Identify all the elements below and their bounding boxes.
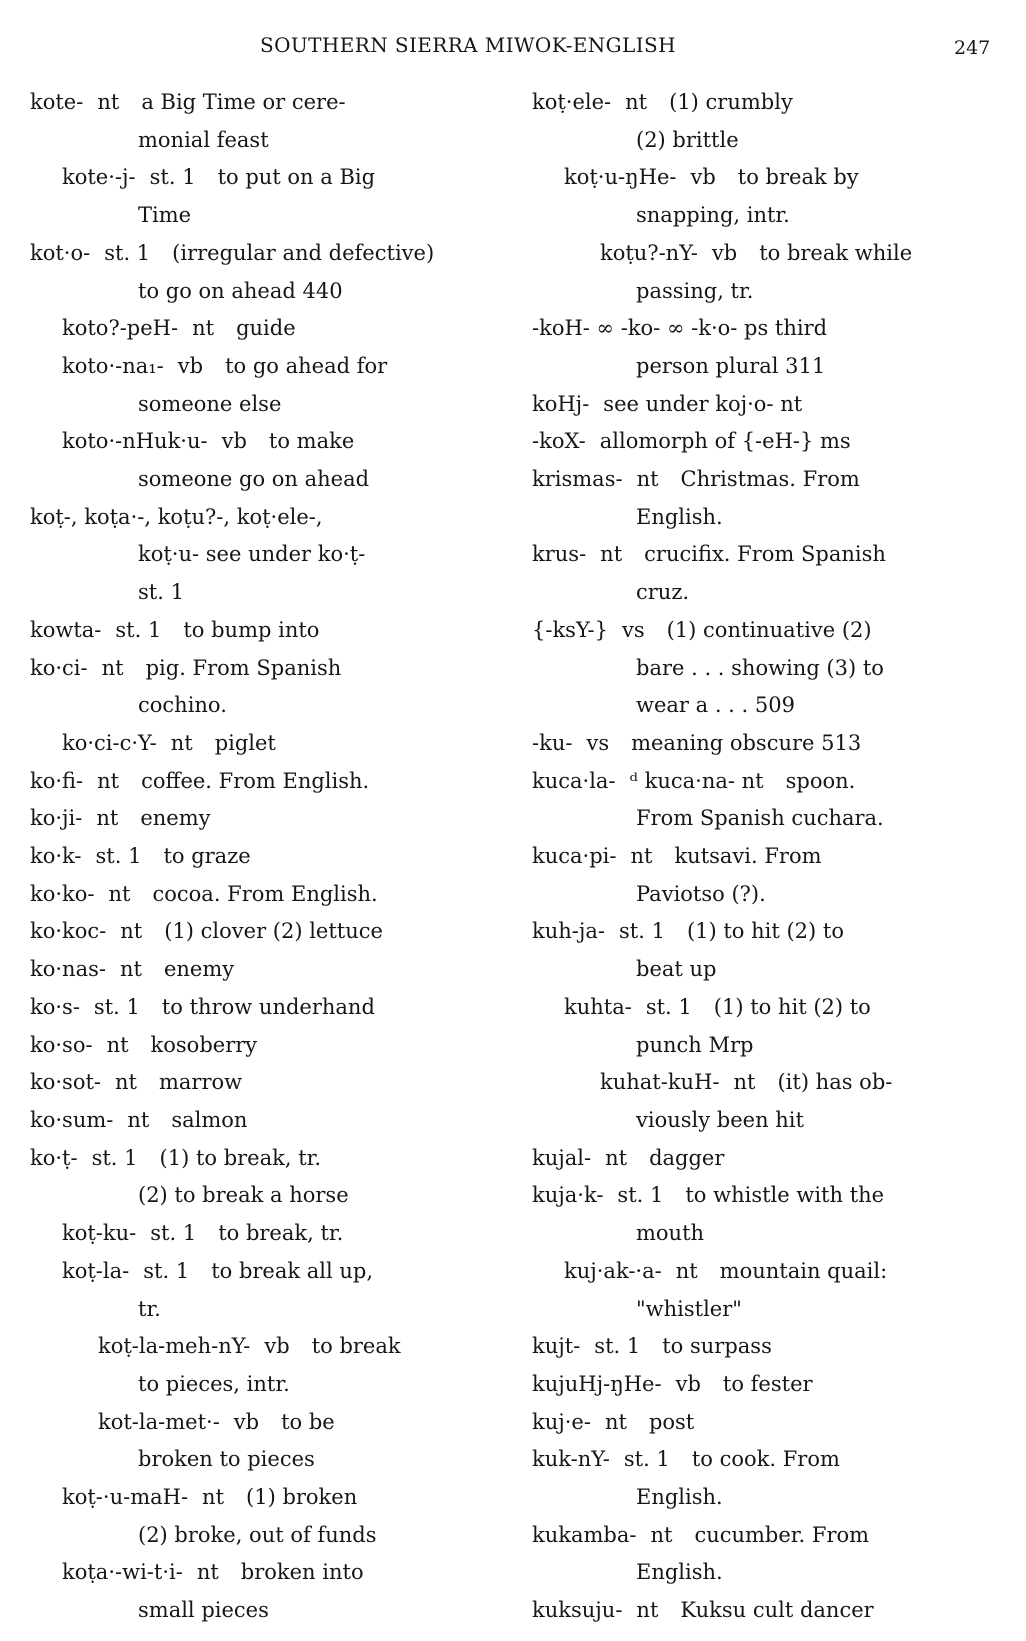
entry-part-of-speech: vb <box>233 1409 260 1434</box>
dictionary-entry <box>30 1479 510 1517</box>
entry-part-of-speech: st. 1 <box>645 994 692 1019</box>
dictionary-entry <box>532 838 1022 876</box>
entry-continuation: koṭ·u- see under ko·ṭ- <box>138 542 366 567</box>
entry-gloss: (1) to hit (2) to <box>713 994 871 1019</box>
entry-gloss: coffee. From English. <box>141 768 370 793</box>
entry-gloss: to surpass <box>662 1334 772 1359</box>
entry-headword: kuk-nY- <box>532 1447 610 1472</box>
entry-part-of-speech: st. 1 <box>594 1334 641 1359</box>
entry-part-of-speech: vb <box>221 429 247 454</box>
dictionary-entry <box>30 1027 510 1065</box>
entry-headword: {-ksY-} <box>532 617 608 642</box>
entry-headword: kot·o- <box>30 240 91 265</box>
dictionary-entry <box>532 84 1022 122</box>
entry-gloss: (it) has ob- <box>777 1070 893 1095</box>
entry-part-of-speech: st. 1 <box>623 1447 670 1472</box>
entry-part-of-speech: nt <box>636 1598 659 1623</box>
entry-part-of-speech: nt <box>127 1107 150 1132</box>
entry-continuation: English. <box>636 1485 723 1510</box>
entry-gloss: to graze <box>163 844 251 869</box>
dictionary-entry <box>30 913 510 951</box>
entry-continuation: English. <box>636 504 723 529</box>
entry-line: -koH- ∞ -ko- ∞ -k·o- ps third <box>532 316 828 341</box>
entry-headword: kukamba- <box>532 1522 637 1547</box>
entry-continuation: beat up <box>636 957 717 982</box>
dictionary-entry <box>532 725 1022 763</box>
entry-headword: kuja·k- <box>532 1183 604 1208</box>
entry-gloss: to break, tr. <box>218 1221 344 1246</box>
dictionary-entry <box>30 1215 510 1253</box>
dictionary-entry <box>532 536 1022 574</box>
entry-headword: kujal- <box>532 1145 592 1170</box>
entry-continuation: wear a . . . 509 <box>636 693 795 718</box>
entry-part-of-speech: vb <box>675 1371 701 1396</box>
dictionary-entry <box>30 1064 510 1102</box>
entry-part-of-speech: nt <box>600 542 623 567</box>
entry-headword: koto?-peH- <box>62 316 179 341</box>
entry-continuation: to go on ahead 440 <box>138 278 343 303</box>
entry-headword: koṭ-la- <box>62 1258 130 1283</box>
entry-part-of-speech: nt <box>106 1032 129 1057</box>
entry-gloss: crucifix. From Spanish <box>644 542 886 567</box>
entry-gloss: piglet <box>214 730 276 755</box>
entry-headword: ko·so- <box>30 1032 93 1057</box>
entry-continuation: passing, tr. <box>636 278 754 303</box>
entry-continuation: monial feast <box>138 127 269 152</box>
entry-headword: koto·-nHuk·u- <box>62 429 208 454</box>
entry-gloss: dagger <box>649 1145 725 1170</box>
entry-continuation: Time <box>138 203 192 228</box>
entry-gloss: to break all up, <box>211 1258 374 1283</box>
entry-part-of-speech: nt <box>170 730 193 755</box>
entry-continuation: cruz. <box>636 580 690 605</box>
entry-headword: kot-la-met·- <box>98 1409 220 1434</box>
entry-gloss: (irregular and defective) <box>172 240 435 265</box>
entry-part-of-speech: st. 1 <box>104 240 151 265</box>
entry-headword: ko·s- <box>30 994 80 1019</box>
entry-headword: kuca·la- <box>532 768 616 793</box>
entry-headword: ko·sum- <box>30 1107 114 1132</box>
entry-gloss: enemy <box>140 806 211 831</box>
entry-headword: ko·ṭ- <box>30 1145 78 1170</box>
entry-gloss: to bump into <box>183 617 320 642</box>
dictionary-entry <box>532 612 1022 650</box>
entry-continuation: st. 1 <box>138 580 184 605</box>
entry-part-of-speech: st. 1 <box>91 1145 138 1170</box>
dictionary-entry <box>30 951 510 989</box>
entry-gloss: kutsavi. From <box>674 844 822 869</box>
entry-part-of-speech: nt <box>636 467 659 492</box>
entry-gloss: to be <box>281 1409 335 1434</box>
dictionary-entry <box>532 235 1022 273</box>
dictionary-entry <box>30 763 510 801</box>
dictionary-entry <box>30 1140 510 1178</box>
entry-headword: koṭ-ku- <box>62 1221 137 1246</box>
dictionary-entry <box>532 1064 1022 1102</box>
entry-part-of-speech: nt <box>675 1258 698 1283</box>
entry-continuation: tr. <box>138 1296 161 1321</box>
entry-gloss: spoon. <box>785 768 856 793</box>
entry-part-of-speech: nt <box>97 768 120 793</box>
dictionary-entry <box>30 423 510 461</box>
entry-part-of-speech: nt <box>97 90 120 114</box>
entry-headword: ko·fi- <box>30 768 84 793</box>
entry-gloss: Christmas. From <box>680 467 860 492</box>
entry-headword: koṭu?-nY- <box>600 240 698 265</box>
dictionary-entry <box>30 800 510 838</box>
entry-gloss: to go ahead for <box>225 353 388 378</box>
entry-gloss: to break while <box>759 240 913 265</box>
entry-part-of-speech: vs <box>621 617 645 642</box>
entry-part-of-speech: nt <box>120 919 143 944</box>
dictionary-entry <box>532 1441 1022 1479</box>
dictionary-entry <box>532 386 1022 424</box>
entry-part-of-speech: st. 1 <box>115 617 162 642</box>
entry-headword: kujuHj-ŋHe- <box>532 1371 662 1396</box>
page-number: 247 <box>954 37 991 59</box>
dictionary-entry <box>30 876 510 914</box>
entry-gloss: (1) continuative (2) <box>666 617 872 642</box>
entry-part-of-speech: st. 1 <box>93 994 140 1019</box>
entry-line: koṭ-, koṭa·-, koṭu?-, koṭ·ele-, <box>30 504 323 529</box>
entry-headword: -koX- <box>532 429 586 454</box>
entry-headword: ko·ci-c·Y- <box>62 730 157 755</box>
entry-part-of-speech: vs <box>586 730 610 755</box>
entry-continuation: "whistler" <box>636 1296 742 1321</box>
dictionary-entry <box>30 989 510 1027</box>
entry-headword: krus- <box>532 542 587 567</box>
entry-gloss: (1) crumbly <box>669 90 793 114</box>
entry-part-of-speech: nt <box>196 1560 219 1585</box>
entry-part-of-speech: nt <box>630 844 653 869</box>
entry-gloss: marrow <box>158 1070 243 1095</box>
entry-continuation: Paviotso (?). <box>636 881 766 906</box>
entry-headword: ko·ci- <box>30 655 88 680</box>
entry-gloss: see under koj·o- nt <box>603 391 803 416</box>
dictionary-entry <box>532 423 1022 461</box>
entry-headword: koHj- <box>532 391 590 416</box>
entry-part-of-speech: nt <box>605 1145 628 1170</box>
dictionary-entry <box>532 913 1022 951</box>
entry-gloss: (1) clover (2) lettuce <box>164 919 383 944</box>
entry-gloss: a Big Time or cere- <box>141 90 346 114</box>
dictionary-entry <box>30 1253 510 1291</box>
entry-headword: kuksuju- <box>532 1598 623 1623</box>
entry-part-of-speech: nt <box>733 1070 756 1095</box>
entry-gloss: Kuksu cult dancer <box>680 1598 874 1623</box>
entry-headword: ko·ji- <box>30 806 83 831</box>
entry-continuation: broken to pieces <box>138 1447 315 1472</box>
entry-part-of-speech: vb <box>690 165 716 190</box>
entry-part-of-speech: st. 1 <box>150 1221 197 1246</box>
entry-part-of-speech: st. 1 <box>617 1183 664 1208</box>
entry-headword: koto·-na₁- <box>62 353 164 378</box>
entry-gloss: (1) to break, tr. <box>159 1145 322 1170</box>
entry-part-of-speech: st. 1 <box>143 1258 190 1283</box>
dictionary-entry <box>30 725 510 763</box>
entry-headword: ko·nas- <box>30 957 106 982</box>
running-head: SOUTHERN SIERRA MIWOK-ENGLISH <box>260 33 676 57</box>
right-column <box>532 84 1022 1630</box>
entry-headword: ko·koc- <box>30 919 107 944</box>
entry-headword: koṭ·u-ŋHe- <box>564 165 677 190</box>
entry-part-of-speech: st. 1 <box>619 919 665 944</box>
entry-part-of-speech: vb <box>177 353 204 378</box>
entry-headword: kujt- <box>532 1334 581 1359</box>
entry-continuation: small pieces <box>138 1598 269 1623</box>
dictionary-entry <box>532 1253 1022 1291</box>
dictionary-entry <box>30 348 510 386</box>
dictionary-entry <box>532 1592 1022 1630</box>
entry-gloss: to throw underhand <box>161 994 375 1019</box>
entry-headword: krismas- <box>532 467 623 492</box>
entry-gloss: enemy <box>163 957 235 982</box>
entry-headword: kuj·e- <box>532 1409 591 1434</box>
entry-continuation: English. <box>636 1560 723 1585</box>
dictionary-entry <box>30 612 510 650</box>
dictionary-entry <box>30 1554 510 1592</box>
dictionary-entry <box>30 1404 510 1442</box>
entry-gloss: guide <box>236 316 296 341</box>
entry-continuation: bare . . . showing (3) to <box>636 655 884 680</box>
entry-part-of-speech: nt <box>650 1522 673 1547</box>
entry-part-of-speech: nt <box>625 90 648 114</box>
entry-continuation: snapping, intr. <box>636 203 790 228</box>
dictionary-entry <box>30 310 510 348</box>
entry-gloss: broken into <box>240 1560 364 1585</box>
entry-continuation: mouth <box>636 1221 705 1246</box>
dictionary-entry <box>532 989 1022 1027</box>
entry-continuation: cochino. <box>138 693 227 718</box>
entry-gloss: to cook. From <box>691 1447 840 1472</box>
dictionary-entry <box>532 763 1022 801</box>
entry-part-of-speech: nt <box>202 1485 225 1510</box>
entry-headword: kuh-ja- <box>532 919 605 944</box>
entry-gloss: cocoa. From English. <box>152 881 378 906</box>
dictionary-entry <box>30 650 510 688</box>
dictionary-entry <box>532 1140 1022 1178</box>
entry-continuation: (2) brittle <box>636 127 739 152</box>
entry-headword: kuj·ak-·a- <box>564 1258 662 1283</box>
dictionary-entry <box>532 1366 1022 1404</box>
entry-continuation: someone else <box>138 391 282 416</box>
dictionary-entry <box>30 84 510 122</box>
dictionary-entry <box>30 1328 510 1366</box>
entry-headword: kuhat-kuH- <box>600 1070 720 1095</box>
entry-part-of-speech: nt <box>604 1409 627 1434</box>
entry-gloss: meaning obscure 513 <box>631 730 862 755</box>
entry-continuation: person plural 311 <box>636 353 826 378</box>
entry-headword: kuhta- <box>564 994 632 1019</box>
entry-continuation: From Spanish cuchara. <box>636 806 884 831</box>
entry-part-of-speech: nt <box>119 957 142 982</box>
entry-continuation: viously been hit <box>636 1107 804 1132</box>
entry-gloss: to make <box>268 429 355 454</box>
entry-headword: kuca·pi- <box>532 844 617 869</box>
entry-gloss: mountain quail: <box>719 1258 888 1283</box>
dictionary-entry <box>532 1177 1022 1215</box>
entry-continuation: punch Mrp <box>636 1032 754 1057</box>
entry-gloss: kosoberry <box>150 1032 258 1057</box>
entry-gloss: post <box>648 1409 695 1434</box>
entry-gloss: pig. From Spanish <box>145 655 342 680</box>
entry-gloss: cucumber. From <box>694 1522 870 1547</box>
entry-gloss: to whistle with the <box>685 1183 885 1208</box>
entry-headword: koṭ-·u-maH- <box>62 1485 189 1510</box>
entry-gloss: to break by <box>737 165 859 190</box>
entry-gloss: (1) to hit (2) to <box>686 919 844 944</box>
entry-gloss: salmon <box>171 1107 248 1132</box>
entry-continuation: (2) broke, out of funds <box>138 1522 377 1547</box>
entry-continuation: someone go on ahead <box>138 467 370 492</box>
entry-gloss: to break <box>311 1334 401 1359</box>
entry-continuation: to pieces, intr. <box>138 1371 290 1396</box>
entry-gloss: to put on a Big <box>217 165 376 190</box>
entry-part-of-speech: st. 1 <box>149 165 196 190</box>
dictionary-entry <box>532 159 1022 197</box>
entry-headword: kote·-j- <box>62 165 136 190</box>
dictionary-entry <box>30 1102 510 1140</box>
entry-part-of-speech: vb <box>711 240 738 265</box>
entry-headword: kote- <box>30 90 84 114</box>
entry-part-of-speech: vb <box>264 1334 290 1359</box>
entry-part-of-speech: nt <box>96 806 119 831</box>
dictionary-entry <box>30 235 510 273</box>
entry-part-of-speech: nt <box>115 1070 137 1095</box>
dictionary-entry <box>532 461 1022 499</box>
entry-gloss: allomorph of {-eH-} ms <box>599 429 851 454</box>
dictionary-entry <box>532 1328 1022 1366</box>
entry-headword: koṭa·-wi-t·i- <box>62 1560 183 1585</box>
entry-headword: -ku- <box>532 730 573 755</box>
entry-headword: kowta- <box>30 617 102 642</box>
page-header <box>0 33 1026 63</box>
entry-part-of-speech: ᵈ kuca·na- nt <box>629 768 764 793</box>
entry-headword: koṭ·ele- <box>532 90 612 114</box>
entry-continuation: (2) to break a horse <box>138 1183 349 1208</box>
entry-gloss: (1) broken <box>246 1485 358 1510</box>
dictionary-entry <box>30 838 510 876</box>
dictionary-entry <box>30 159 510 197</box>
entry-headword: koṭ-la-meh-nY- <box>98 1334 251 1359</box>
entry-headword: ko·ko- <box>30 881 95 906</box>
dictionary-entry <box>532 1517 1022 1555</box>
entry-gloss: to fester <box>722 1371 813 1396</box>
entry-part-of-speech: nt <box>192 316 215 341</box>
entry-part-of-speech: st. 1 <box>95 844 142 869</box>
dictionary-entry <box>532 1404 1022 1442</box>
entry-headword: ko·sot- <box>30 1070 101 1095</box>
entry-part-of-speech: nt <box>101 655 124 680</box>
entry-headword: ko·k- <box>30 844 82 869</box>
left-column <box>30 84 510 1630</box>
entry-part-of-speech: nt <box>108 881 131 906</box>
